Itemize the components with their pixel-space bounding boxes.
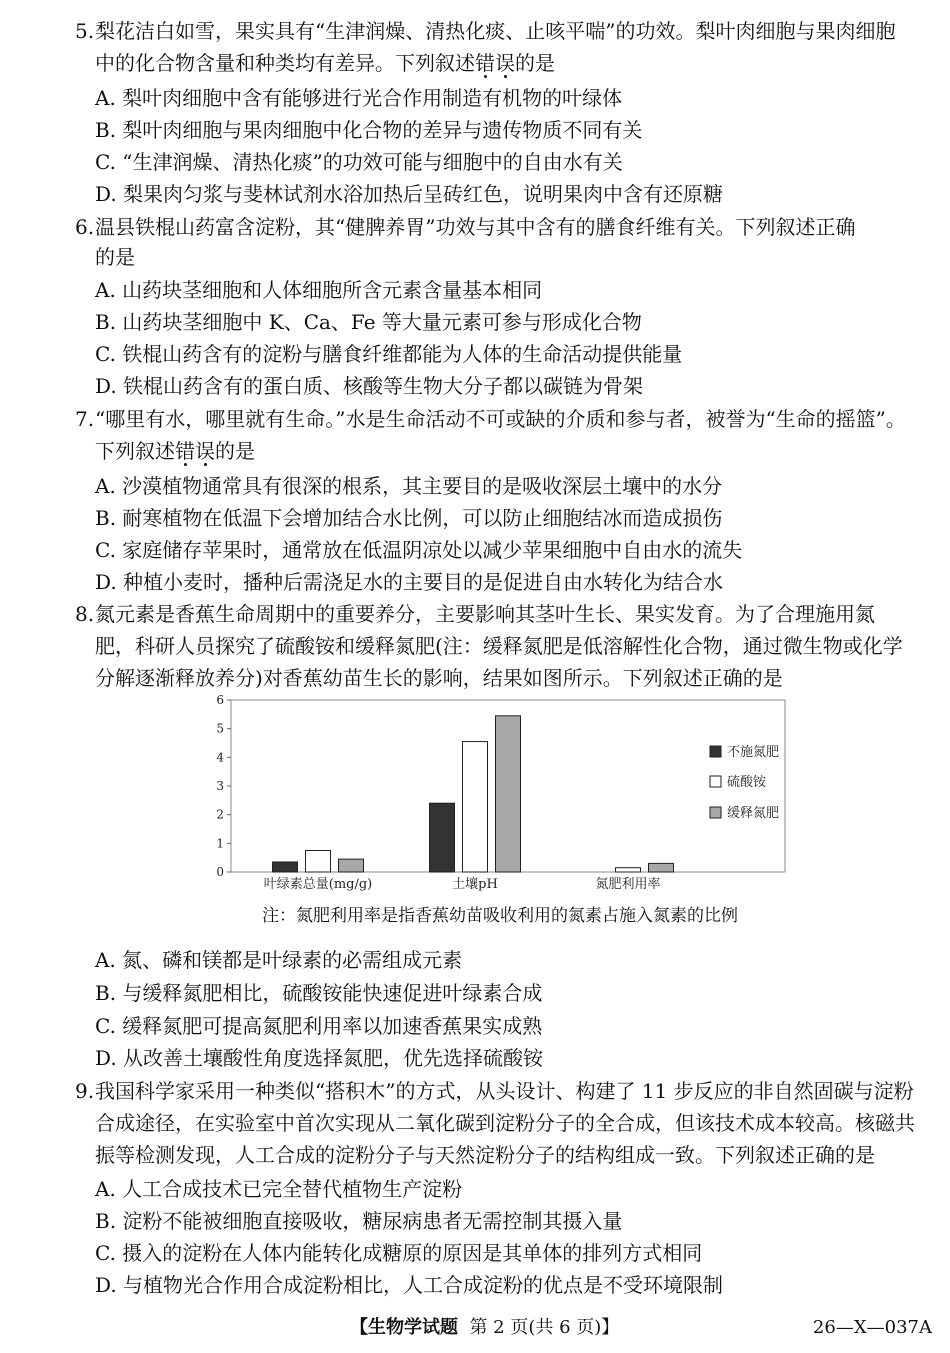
bar-3-2: [496, 716, 521, 872]
question-number: 6.: [75, 215, 95, 239]
emphasis-char: 错: [475, 51, 495, 75]
y-tick-label: 1: [216, 836, 224, 851]
bar-2-1: [306, 851, 331, 873]
y-tick-label: 4: [216, 750, 224, 765]
bar-3-3: [649, 863, 674, 872]
y-tick-label: 0: [216, 865, 224, 879]
bar-2-3: [616, 868, 641, 872]
y-tick-label: 3: [216, 779, 224, 793]
x-category-label: 氮肥利用率: [595, 877, 661, 892]
bar-1-1: [273, 862, 298, 872]
legend-swatch: [710, 776, 721, 787]
question-number: 8.: [75, 602, 95, 626]
bar-2-2: [463, 742, 488, 872]
legend-label: 硫酸铵: [727, 775, 767, 790]
question-number: 5.: [75, 19, 95, 43]
y-tick-label: 5: [216, 721, 224, 736]
page-footer: [0, 1315, 950, 1341]
footer-title: 【生物学试题: [350, 1317, 458, 1338]
emphasis-word: [175, 439, 215, 463]
emphasis-char: 错: [175, 439, 195, 463]
emphasis-char: 误: [195, 439, 215, 463]
footer-code: 26—X—037A: [812, 1317, 932, 1338]
y-tick-label: 6: [216, 693, 224, 707]
legend-label: 缓释氮肥: [727, 806, 780, 821]
emphasis-char: 误: [495, 51, 515, 75]
bar-1-2: [430, 803, 455, 872]
legend-label: 不施氮肥: [727, 745, 780, 760]
footer-page: 第 2 页(共 6 页)】: [469, 1317, 620, 1338]
figure-note: 注：氮肥利用率是指香蕉幼苗吸收利用的氮素占施入氮素的比例: [262, 906, 738, 926]
bar-chart: [200, 690, 800, 900]
x-category-label: 土壤pH: [452, 877, 498, 892]
legend-swatch: [710, 746, 721, 757]
x-category-label: 叶绿素总量(mg/g): [263, 877, 373, 892]
legend-swatch: [710, 807, 721, 818]
y-tick-label: 2: [216, 807, 224, 822]
bar-3-1: [339, 859, 364, 872]
question-number: 7.: [75, 407, 95, 431]
emphasis-word: [475, 51, 515, 75]
question-number: 9.: [75, 1079, 95, 1103]
